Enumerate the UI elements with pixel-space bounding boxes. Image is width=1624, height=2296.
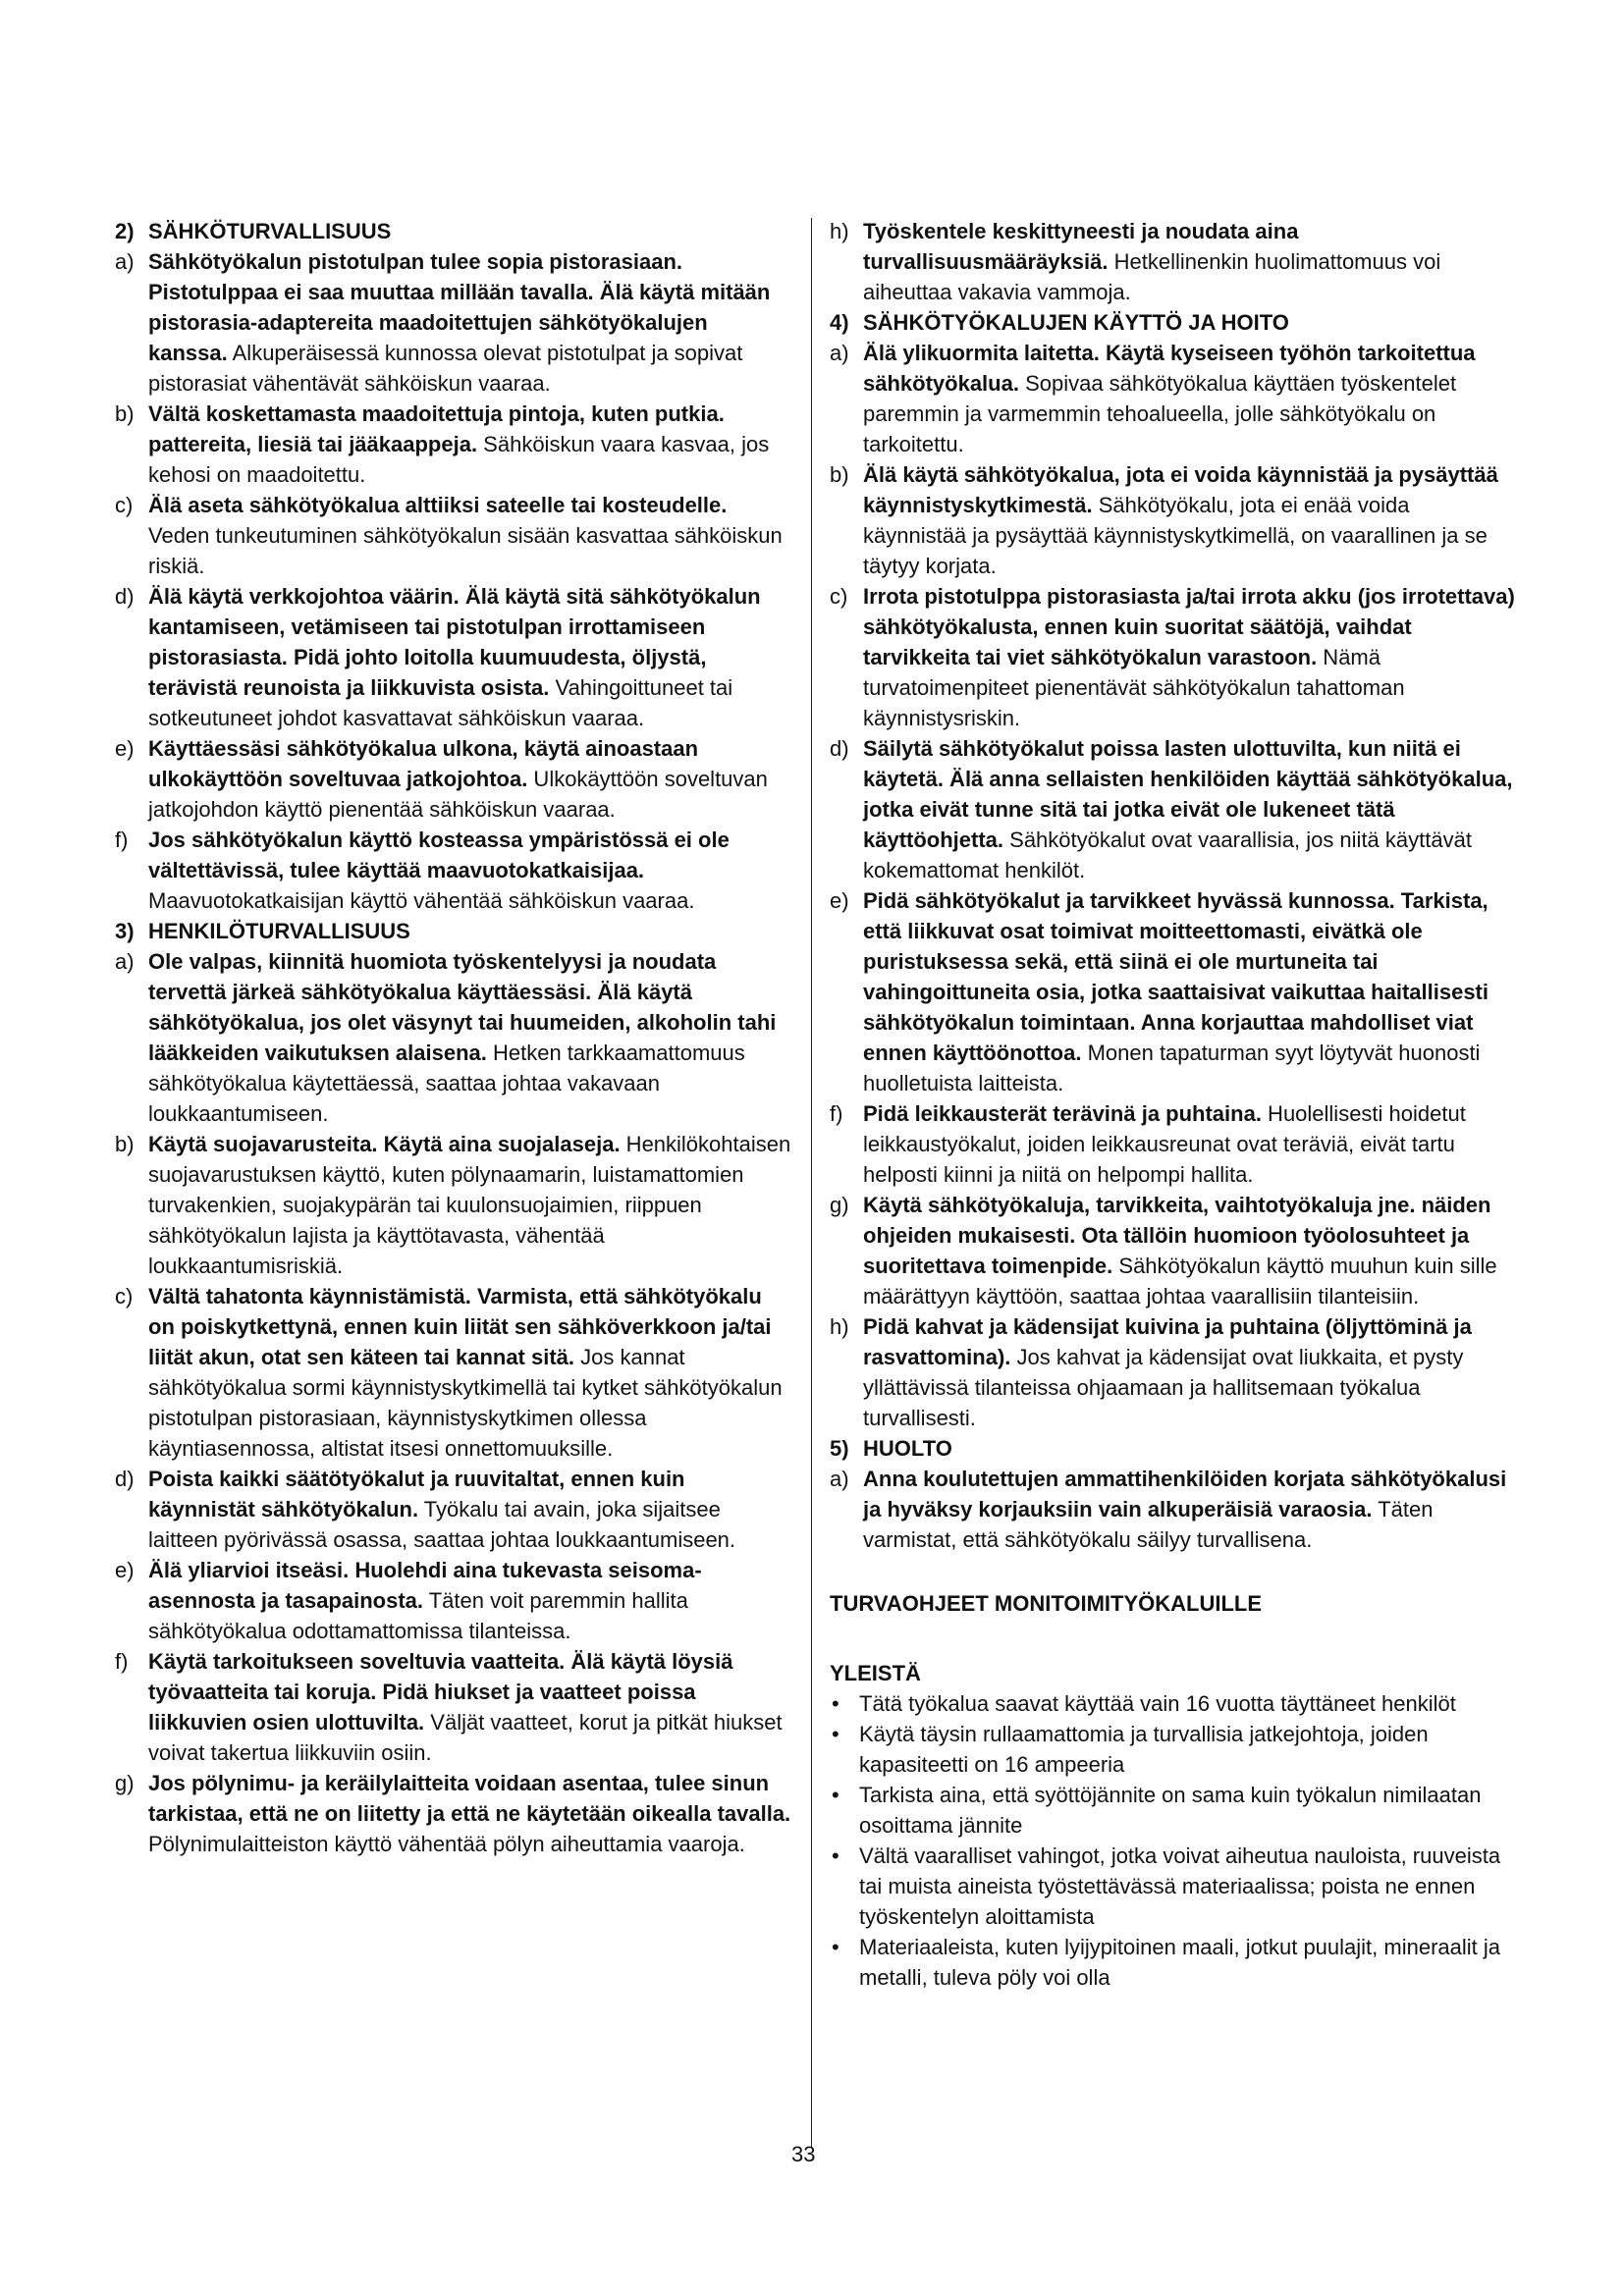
section-title: HUOLTO: [863, 1436, 952, 1461]
item-explanation: Veden tunkeutuminen sähkötyökalun sisään kasvattaa sähköiskun riskiä.: [148, 523, 783, 578]
item-explanation: Henkilökohtaisen suojavarustuksen käyttö, kuten pölynaamarin, luistamattomien turvakenkien, suojakypärän tai kuulonsuojaimien, riippuen sähkötyökalun lajista ja käyttötavasta, vähentää loukkaantumisriskiä.: [148, 1132, 791, 1278]
item-explanation: Hetkellinenkin huolimattomuus voi aiheuttaa vakavia vammoja.: [863, 249, 1441, 304]
list-item: [830, 1311, 1517, 1433]
item-label: d): [830, 736, 849, 761]
item-label: e): [115, 736, 135, 761]
item-explanation: Sähkötyökalun käyttö muuhun kuin sille määrättyyn käyttöön, saattaa johtaa vaarallisiin tilanteisiin.: [863, 1254, 1497, 1308]
list-item: [830, 1098, 1517, 1190]
section-number: 4): [830, 310, 849, 335]
item-warning: Älä käytä sähkötyökalua, jota ei voida käynnistää ja pysäyttää käynnistyskytkimestä.: [863, 462, 1498, 517]
heading-general: YLEISTÄ: [830, 1661, 921, 1685]
list-item: [830, 1190, 1517, 1311]
list-item: [115, 1129, 792, 1281]
section-number: 2): [115, 219, 135, 243]
bullet-item: [830, 1719, 1517, 1780]
item-warning: Jos sähkötyökalun käyttö kosteassa ympäristössä ei ole vältettävissä, tulee käyttää maavuotokatkaisijaa.: [148, 828, 730, 882]
item-label: g): [115, 1771, 135, 1795]
item-warning: Ole valpas, kiinnitä huomiota työskentelyysi ja noudata tervettä järkeä sähkötyökalua käyttäessäsi. Älä käytä sähkötyökalua, jos olet väsynyt tai huumeiden, alkoholin tahi lääkkeiden vaikutuksen alaisena.: [148, 949, 777, 1065]
item-warning: Vältä koskettamasta maadoitettuja pintoja, kuten putkia. pattereita, liesiä tai jääkaappeja.: [148, 401, 725, 456]
item-explanation: Hetken tarkkaamattomuus sähkötyökalua käytettäessä, saattaa johtaa vakavaan loukkaantumiseen.: [148, 1041, 745, 1126]
item-explanation: Täten varmistat, että sähkötyökalu säilyy turvallisena.: [863, 1497, 1434, 1552]
item-warning: Työskentele keskittyneesti ja noudata aina turvallisuusmääräyksiä.: [863, 219, 1299, 274]
list-item: [830, 459, 1517, 581]
item-label: c): [115, 493, 134, 517]
heading-multitool-safety: TURVAOHJEET MONITOIMITYÖKALUILLE: [830, 1591, 1263, 1616]
list-item: [830, 1464, 1517, 1555]
item-label: h): [830, 219, 849, 243]
item-label: a): [830, 341, 849, 365]
item-explanation: Monen tapaturman syyt löytyvät huonosti huolletuista laitteista.: [863, 1041, 1481, 1095]
item-explanation: Jos kannat sähkötyökalua sormi käynnistyskytkimellä tai kytket sähkötyökalun pistotulpan pistorasiaan, käynnistyskytkimen ollessa käyntiasennossa, altistat itsesi onnettomuuksille.: [148, 1345, 783, 1461]
section-number: 5): [830, 1436, 849, 1461]
list-item: [830, 216, 1517, 307]
left-column: [115, 216, 792, 1859]
list-item: [115, 1464, 792, 1555]
item-explanation: Pölynimulaitteiston käyttö vähentää pölyn aiheuttamia vaaroja.: [148, 1832, 745, 1856]
item-warning: Pidä sähkötyökalut ja tarvikkeet hyvässä kunnossa. Tarkista, että liikkuvat osat toimivat moitteettomasti, eivätkä ole puristuksessa sekä, että siinä ei ole murtuneita tai vahingoittuneita osia, jotka saattaisivat vaikuttaa haitallisesti sähkötyökalun toimintaan. Anna korjauttaa mahdolliset viat ennen käyttöönottoa.: [863, 888, 1489, 1065]
item-warning: Anna koulutettujen ammattihenkilöiden korjata sähkötyökalusi ja hyväksy korjauksiin vain alkuperäisiä varaosia.: [863, 1467, 1507, 1522]
bullet-icon: •: [832, 1843, 839, 1868]
item-warning: Älä aseta sähkötyökalua alttiiksi sateelle tai kosteudelle.: [148, 493, 728, 517]
bullet-item: [830, 1841, 1517, 1932]
item-warning: Käytä tarkoitukseen soveltuvia vaatteita. Älä käytä löysiä työvaatteita tai koruja. Pidä hiukset ja vaatteet poissa liikkuvien osien ulottuvilta.: [148, 1649, 733, 1735]
item-label: f): [115, 1649, 129, 1674]
list-item: [115, 399, 792, 490]
section-heading-service: [830, 1433, 1517, 1464]
item-label: f): [830, 1101, 843, 1126]
item-label: d): [115, 584, 135, 609]
item-label: a): [830, 1467, 849, 1491]
section-number: 3): [115, 919, 135, 943]
section-title: SÄHKÖTURVALLISUUS: [148, 219, 392, 243]
item-explanation: Maavuotokatkaisijan käyttö vähentää sähköiskun vaaraa.: [148, 888, 695, 913]
bullet-text: Vältä vaaralliset vahingot, jotka voivat aiheutua nauloista, ruuveista tai muista aineista työstettävässä materiaalissa; poista ne ennen työskentelyn aloittamista: [859, 1843, 1501, 1929]
item-warning: Käyttäessäsi sähkötyökalua ulkona, käytä ainoastaan ulkokäyttöön soveltuvaa jatkojohtoa.: [148, 736, 699, 791]
item-label: c): [830, 584, 848, 609]
item-label: b): [115, 401, 135, 426]
item-explanation: Alkuperäisessä kunnossa olevat pistotulpat ja sopivat pistorasiat vähentävät sähköiskun vaaraa.: [148, 341, 743, 396]
list-item: [115, 733, 792, 825]
item-explanation: Jos kahvat ja kädensijat ovat liukkaita, et pysty yllättävissä tilanteissa ohjaamaan ja hallitsemaan työkalua turvallisesti.: [863, 1345, 1464, 1430]
item-explanation: Sähkötyökalu, jota ei enää voida käynnistää ja pysäyttää käynnistyskytkimellä, on vaarallinen ja se täytyy korjata.: [863, 493, 1488, 578]
right-column: [830, 216, 1517, 1993]
item-explanation: Sähkötyökalut ovat vaarallisia, jos niitä käyttävät kokemattomat henkilöt.: [863, 828, 1472, 882]
item-label: a): [115, 949, 135, 974]
item-warning: Älä ylikuormita laitetta. Käytä kyseiseen työhön tarkoitettua sähkötyökalua.: [863, 341, 1476, 396]
list-item: [115, 490, 792, 581]
item-warning: Sähkötyökalun pistotulpan tulee sopia pistorasiaan. Pistotulppaa ei saa muuttaa millään tavalla. Älä käytä mitään pistorasia-adaptereita maadoitettujen sähkötyökalujen kanssa.: [148, 249, 771, 365]
bullet-item: [830, 1688, 1517, 1719]
item-warning: Älä käytä verkkojohtoa väärin. Älä käytä sitä sähkötyökalun kantamiseen, vetämiseen tai pistotulpan irrottamiseen pistorasiasta. Pidä johto loitolla kuumuudesta, öljystä, terävistä reunoista ja liikkuvista osista.: [148, 584, 761, 700]
item-warning: Poista kaikki säätötyökalut ja ruuvitaltat, ennen kuin käynnistät sähkötyökalun.: [148, 1467, 685, 1522]
item-label: g): [830, 1193, 849, 1217]
list-item: [115, 825, 792, 916]
list-item: [830, 581, 1517, 733]
bullet-icon: •: [832, 1783, 839, 1807]
bullet-item: [830, 1932, 1517, 1993]
item-warning: Käytä sähkötyökaluja, tarvikkeita, vaihtotyökaluja jne. näiden ohjeiden mukaisesti. Ota tällöin huomioon työolosuhteet ja suoritettava toimenpide.: [863, 1193, 1491, 1278]
page-number: 33: [791, 2142, 816, 2166]
item-explanation: Sopivaa sähkötyökalua käyttäen työskentelet paremmin ja varmemmin tehoalueella, jolle sähkötyökalu on tarkoitettu.: [863, 371, 1457, 456]
section-title: HENKILÖTURVALLISUUS: [148, 919, 410, 943]
column-divider: [811, 218, 812, 2147]
item-warning: Vältä tahatonta käynnistämistä. Varmista, että sähkötyökalu on poiskytkettynä, ennen kuin liität sen sähköverkkoon ja/tai liität akun, otat sen käteen tai kannat sitä.: [148, 1284, 772, 1369]
item-explanation: Ulkokäyttöön soveltuvan jatkojohdon käyttö pienentää sähköiskun vaaraa.: [148, 767, 768, 822]
item-explanation: Vahingoittuneet tai sotkeutuneet johdot kasvattavat sähköiskun vaaraa.: [148, 675, 733, 730]
bullet-text: Tätä työkalua saavat käyttää vain 16 vuotta täyttäneet henkilöt: [859, 1691, 1456, 1716]
item-label: a): [115, 249, 135, 274]
list-item: [115, 581, 792, 733]
bullet-icon: •: [832, 1722, 839, 1746]
list-item: [115, 1768, 792, 1859]
item-explanation: Väljät vaatteet, korut ja pitkät hiukset voivat takertua liikkuviin osiin.: [148, 1710, 783, 1765]
item-explanation: Työkalu tai avain, joka sijaitsee laitteen pyörivässä osassa, saattaa johtaa loukkaantumiseen.: [148, 1497, 736, 1552]
item-explanation: Sähköiskun vaara kasvaa, jos kehosi on maadoitettu.: [148, 432, 770, 487]
item-label: e): [115, 1558, 135, 1582]
bullet-item: [830, 1780, 1517, 1841]
item-label: h): [830, 1314, 849, 1339]
bullet-icon: •: [832, 1935, 839, 1959]
item-label: e): [830, 888, 849, 913]
item-explanation: Täten voit paremmin hallita sähkötyökalua odottamattomissa tilanteissa.: [148, 1588, 688, 1643]
bullet-icon: •: [832, 1691, 839, 1716]
list-item: [115, 1281, 792, 1464]
item-explanation: Huolellisesti hoidetut leikkaustyökalut, joiden leikkausreunat ovat teräviä, eivät tartu helposti kiinni ja niitä on helpompi hallita.: [863, 1101, 1466, 1187]
list-item: [830, 885, 1517, 1098]
item-label: d): [115, 1467, 135, 1491]
section-heading-electrical-safety: [115, 216, 792, 246]
item-warning: Irrota pistotulppa pistorasiasta ja/tai irrota akku (jos irrotettava) sähkötyökalusta, ennen kuin suoritat säätöjä, vaihdat tarvikkeita tai viet sähkötyökalun varastoon.: [863, 584, 1515, 669]
item-warning: Jos pölynimu- ja keräilylaitteita voidaan asentaa, tulee sinun tarkistaa, että ne on liitetty ja että ne käytetään oikealla tavalla.: [148, 1771, 791, 1826]
list-item: [115, 946, 792, 1129]
item-warning: Älä yliarvioi itseäsi. Huolehdi aina tukevasta seisoma-asennosta ja tasapainosta.: [148, 1558, 702, 1613]
item-label: b): [830, 462, 849, 487]
bullet-text: Tarkista aina, että syöttöjännite on sama kuin työkalun nimilaatan osoittama jännite: [859, 1783, 1482, 1838]
item-warning: Pidä leikkausterät terävinä ja puhtaina.: [863, 1101, 1262, 1126]
bullet-text: Käytä täysin rullaamattomia ja turvallisia jatkejohtoja, joiden kapasiteetti on 16 ampeeria: [859, 1722, 1429, 1777]
item-warning: Säilytä sähkötyökalut poissa lasten ulottuvilta, kun niitä ei käytetä. Älä anna sellaisten henkilöiden käyttää sähkötyökalua, jotka eivät tunne sitä tai jotka eivät ole lukeneet tätä käyttöohjetta.: [863, 736, 1513, 852]
list-item: [115, 246, 792, 399]
section-title: SÄHKÖTYÖKALUJEN KÄYTTÖ JA HOITO: [863, 310, 1289, 335]
item-warning: Pidä kahvat ja kädensijat kuivina ja puhtaina (öljyttöminä ja rasvattomina).: [863, 1314, 1472, 1369]
list-item: [115, 1555, 792, 1646]
item-label: c): [115, 1284, 134, 1308]
list-item: [830, 733, 1517, 885]
bullet-text: Materiaaleista, kuten lyijypitoinen maali, jotkut puulajit, mineraalit ja metalli, tuleva pöly voi olla: [859, 1935, 1500, 1990]
item-label: f): [115, 828, 129, 852]
item-warning: Käytä suojavarusteita. Käytä aina suojalaseja.: [148, 1132, 621, 1156]
list-item: [830, 338, 1517, 459]
item-explanation: Nämä turvatoimenpiteet pienentävät sähkötyökalun tahattoman käynnistysriskin.: [863, 645, 1405, 730]
list-item: [115, 1646, 792, 1768]
item-label: b): [115, 1132, 135, 1156]
section-heading-personal-safety: [115, 916, 792, 946]
section-heading-tool-use-and-care: [830, 307, 1517, 338]
